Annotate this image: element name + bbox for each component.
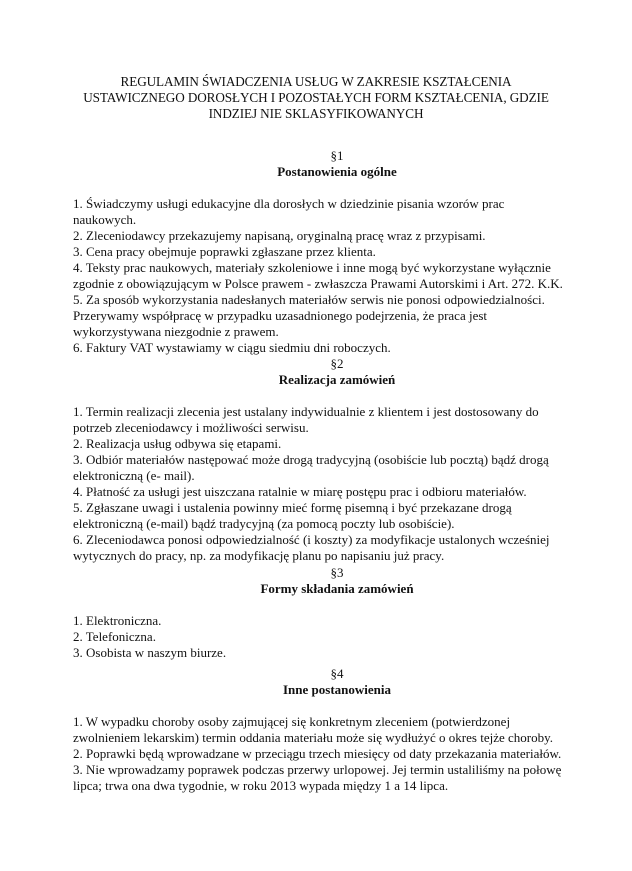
title-line: REGULAMIN ŚWIADCZENIA USŁUG W ZAKRESIE KSZTAŁCENIA bbox=[120, 74, 512, 89]
list-item-line: 2. Telefoniczna. bbox=[73, 629, 156, 644]
section-items bbox=[73, 196, 573, 356]
list-item-line: 2. Zleceniodawcy przekazujemy napisaną, oryginalną pracę wraz z przypisami. bbox=[73, 228, 486, 243]
section-heading: Formy składania zamówień bbox=[260, 581, 414, 596]
list-item-line: 1. Świadczymy usługi edukacyjne dla dorosłych w dziedzinie pisania wzorów prac bbox=[73, 196, 505, 211]
list-item-line: 3. Cena pracy obejmuje poprawki zgłaszane przez klienta. bbox=[73, 244, 376, 259]
list-item-line: wykorzystywana niezgodnie z prawem. bbox=[73, 324, 279, 339]
list-item-line: 3. Odbiór materiałów następować może drogą tradycyjną (osobiście lub pocztą) bądź drogą bbox=[73, 452, 549, 467]
list-item bbox=[73, 746, 573, 762]
list-item bbox=[73, 645, 573, 661]
list-item-line: elektroniczną (e-mail) bądź tradycyjną (za pomocą poczty lub osobiście). bbox=[73, 516, 455, 531]
list-item-line: Przerywamy współpracę w przypadku uzasadnionego podejrzenia, że praca jest bbox=[73, 308, 488, 323]
list-item-line: naukowych. bbox=[73, 212, 137, 227]
section-heading: Realizacja zamówień bbox=[278, 372, 396, 387]
section-4 bbox=[73, 666, 573, 794]
list-item bbox=[73, 196, 573, 228]
list-item-line: 1. Elektroniczna. bbox=[73, 613, 162, 628]
list-item bbox=[73, 244, 573, 260]
list-item bbox=[73, 613, 573, 629]
section-heading: Inne postanowienia bbox=[283, 682, 391, 697]
list-item-line: 1. Termin realizacji zlecenia jest ustalany indywidualnie z klientem i jest dostosowany do bbox=[73, 404, 539, 419]
list-item bbox=[73, 532, 573, 564]
section-3 bbox=[73, 565, 573, 661]
list-item bbox=[73, 292, 573, 340]
list-item-line: 1. W wypadku choroby osoby zajmującej się konkretnym zleceniem (potwierdzonej bbox=[73, 714, 511, 729]
list-item-line: 5. Zgłaszane uwagi i ustalenia powinny mieć formę pisemną i być przekazane drogą bbox=[73, 500, 512, 515]
list-item-line: 2. Poprawki będą wprowadzane w przeciągu trzech miesięcy od daty przekazania materiałów. bbox=[73, 746, 562, 761]
section-2 bbox=[73, 356, 573, 564]
list-item bbox=[73, 452, 573, 484]
list-item-line: 4. Teksty prac naukowych, materiały szkoleniowe i inne mogą być wykorzystane wyłącznie bbox=[73, 260, 551, 275]
list-item-line: 3. Osobista w naszym biurze. bbox=[73, 645, 227, 660]
list-item-line: 6. Zleceniodawca ponosi odpowiedzialność (i koszty) za modyfikacje ustalonych wcześniej bbox=[73, 532, 550, 547]
section-number: §4 bbox=[330, 666, 344, 681]
section-items bbox=[73, 613, 573, 661]
section-1 bbox=[73, 148, 573, 356]
list-item-line: zgodnie z obowiązującym w Polsce prawem - zwłaszcza Prawami Autorskimi i Art. 272. K.K. bbox=[73, 276, 563, 291]
list-item-line: zwolnieniem lekarskim) termin oddania materiału może się wydłużyć o okres tejże choroby. bbox=[73, 730, 553, 745]
list-item bbox=[73, 484, 573, 500]
section-number: §1 bbox=[330, 148, 344, 163]
section-items bbox=[73, 714, 573, 794]
list-item-line: 6. Faktury VAT wystawiamy w ciągu siedmiu dni roboczych. bbox=[73, 340, 391, 355]
section-items bbox=[73, 404, 573, 564]
list-item bbox=[73, 404, 573, 436]
list-item-line: 2. Realizacja usług odbywa się etapami. bbox=[73, 436, 282, 451]
section-heading: Postanowienia ogólne bbox=[277, 164, 397, 179]
list-item-line: 5. Za sposób wykorzystania nadesłanych materiałów serwis nie ponosi odpowiedzialności. bbox=[73, 292, 545, 307]
list-item bbox=[73, 629, 573, 645]
list-item bbox=[73, 762, 573, 794]
list-item-line: wytycznych do pracy, np. za modyfikację planu po napisaniu już pracy. bbox=[73, 548, 445, 563]
list-item bbox=[73, 260, 573, 292]
list-item bbox=[73, 500, 573, 532]
list-item-line: potrzeb zleceniodawcy i możliwości serwisu. bbox=[73, 420, 309, 435]
title-line: INDZIEJ NIE SKLASYFIKOWANYCH bbox=[208, 106, 424, 121]
list-item-line: 4. Płatność za usługi jest uiszczana ratalnie w miarę postępu prac i odbioru materiałów. bbox=[73, 484, 527, 499]
list-item bbox=[73, 340, 573, 356]
section-number: §2 bbox=[330, 356, 344, 371]
list-item bbox=[73, 436, 573, 452]
list-item-line: 3. Nie wprowadzamy poprawek podczas przerwy urlopowej. Jej termin ustaliliśmy na połowę bbox=[73, 762, 562, 777]
list-item-line: elektroniczną (e- mail). bbox=[73, 468, 195, 483]
title-line: USTAWICZNEGO DOROSŁYCH I POZOSTAŁYCH FORM KSZTAŁCENIA, GDZIE bbox=[83, 90, 549, 105]
list-item bbox=[73, 228, 573, 244]
section-number: §3 bbox=[330, 565, 344, 580]
list-item bbox=[73, 714, 573, 746]
document-title bbox=[60, 74, 572, 122]
list-item-line: lipca; trwa ona dwa tygodnie, w roku 2013 wypada między 1 a 14 lipca. bbox=[73, 778, 449, 793]
